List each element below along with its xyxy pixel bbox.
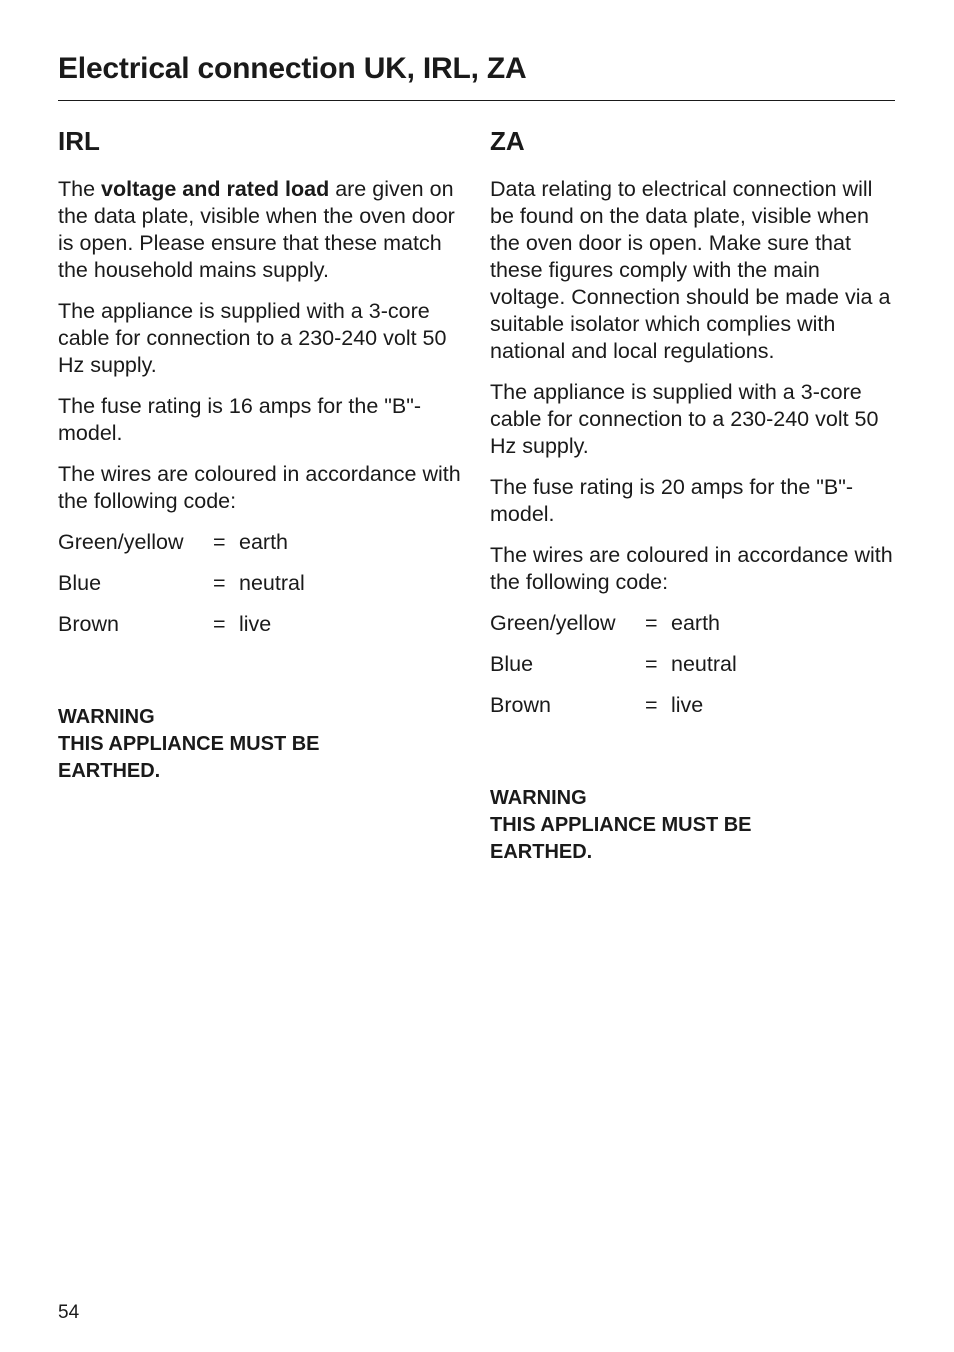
title-divider bbox=[58, 100, 895, 101]
wire-equals: = bbox=[645, 611, 658, 635]
wire-meaning: earth bbox=[239, 530, 289, 554]
wire-color: Green/yellow bbox=[58, 530, 184, 554]
warning-line: WARNING bbox=[58, 706, 155, 728]
za-wire-code-table bbox=[490, 610, 737, 733]
page-number: 54 bbox=[58, 1302, 80, 1323]
irl-heading: IRL bbox=[58, 126, 100, 156]
irl-fuse-paragraph: The fuse rating is 16 amps for the "B"-model. bbox=[58, 394, 422, 445]
table-row bbox=[490, 692, 737, 733]
irl-p1-before: The bbox=[58, 177, 102, 201]
wire-color: Brown bbox=[490, 693, 551, 717]
za-section bbox=[490, 124, 900, 866]
irl-wire-code-table bbox=[58, 529, 305, 652]
table-row bbox=[490, 610, 737, 651]
wire-meaning: live bbox=[239, 612, 272, 636]
za-data-plate-paragraph: Data relating to electrical connection will be found on the data plate, visible when the oven door is open. Make sure that these figures comply with the main voltage. Connection should be made via a suitable isolator which complies with national and local regulations. bbox=[490, 177, 891, 363]
wire-equals: = bbox=[213, 571, 226, 595]
za-cable-paragraph: The appliance is supplied with a 3-core cable for connection to a 230-240 volt 50 Hz supply. bbox=[490, 380, 879, 458]
wire-meaning: neutral bbox=[671, 652, 737, 676]
za-heading: ZA bbox=[490, 126, 525, 156]
za-warning bbox=[490, 785, 900, 866]
irl-voltage-paragraph bbox=[58, 176, 468, 284]
wire-equals: = bbox=[645, 652, 658, 676]
wire-color: Brown bbox=[58, 612, 119, 636]
wire-color: Blue bbox=[58, 571, 102, 595]
wire-meaning: neutral bbox=[239, 571, 305, 595]
wire-meaning: live bbox=[671, 693, 704, 717]
warning-line: EARTHED. bbox=[490, 841, 593, 863]
wire-color: Green/yellow bbox=[490, 611, 616, 635]
irl-cable-paragraph: The appliance is supplied with a 3-core cable for connection to a 230-240 volt 50 Hz supply. bbox=[58, 299, 447, 377]
irl-p1-bold: voltage and rated load bbox=[101, 177, 330, 201]
za-wires-intro: The wires are coloured in accordance with the following code: bbox=[490, 543, 893, 594]
warning-line: WARNING bbox=[490, 787, 587, 809]
wire-equals: = bbox=[645, 693, 658, 717]
irl-wires-intro: The wires are coloured in accordance with the following code: bbox=[58, 462, 461, 513]
warning-line: THIS APPLIANCE MUST BE bbox=[490, 814, 752, 836]
page-title: Electrical connection UK, IRL, ZA bbox=[58, 52, 527, 85]
wire-equals: = bbox=[213, 530, 226, 554]
table-row bbox=[58, 611, 305, 652]
table-row bbox=[58, 570, 305, 611]
irl-section bbox=[58, 124, 468, 785]
irl-p1-after: are given on the data plate, visible when the oven door is open. Please ensure that these match the household mains supply. bbox=[58, 177, 455, 282]
za-fuse-paragraph: The fuse rating is 20 amps for the "B"-model. bbox=[490, 475, 854, 526]
irl-warning bbox=[58, 704, 468, 785]
table-row bbox=[490, 651, 737, 692]
wire-equals: = bbox=[213, 612, 226, 636]
wire-color: Blue bbox=[490, 652, 534, 676]
table-row bbox=[58, 529, 305, 570]
warning-line: EARTHED. bbox=[58, 760, 161, 782]
wire-meaning: earth bbox=[671, 611, 721, 635]
warning-line: THIS APPLIANCE MUST BE bbox=[58, 733, 320, 755]
